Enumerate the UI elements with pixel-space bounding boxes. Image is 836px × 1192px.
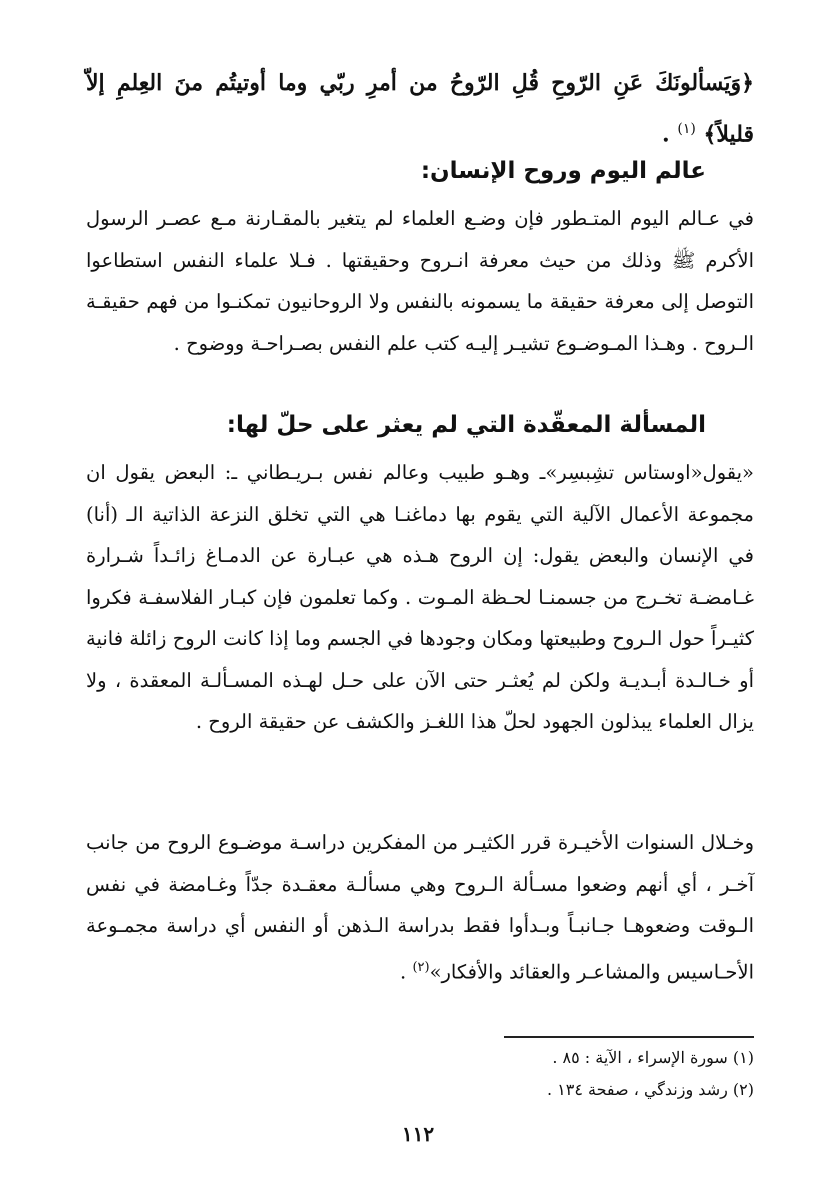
paragraph-complex-problem: «يقول«اوستاس تشِبسِر»ـ وهـو طبيب وعالم نفس بـريـطاني ـ: البعض يقول ان مجموعة الأعمال الآلية التي يقوم بها دماغنـا هي التي تخلق النزعة الذاتية الـ (أنا) في الإنسان والبعض يقول: إن الروح هـذه هي عبـارة عن الدمـاغ زائـداً شـرارة غـامضـة تخـرج من جسمنـا لحـظة المـوت . وكما تعلمون فإن كبـار الفلاسفـة فكروا كثيـراً حول الـروح وطبيعتها ومكان وجودها في الجسم وما إذا كانت الروح زائلة فانية أو خـالـدة أبـديـة ولكن لم يُعثـر حتى الآن على حـل لهـذه المسـألـة المعقدة ، ولا يزال العلماء يبذلون الجهود لحلّ هذا اللغـز والكشف عن حقيقة الروح .	[86, 461, 754, 733]
verse-footnote-ref: (١)	[677, 121, 696, 137]
footnote-1: (١) سورة الإسراء ، الآية : ٨٥ .	[552, 1048, 754, 1067]
quran-verse	[86, 60, 754, 157]
verse-text: ﴿وَيَسألونَكَ عَنِ الرّوحِ قُلِ الرّوحُ من أمرِ ربّي وما أوتيتُم منَ العِلمِ إلاّ قليلاً﴾	[86, 70, 754, 148]
paragraph-today-world: في عـالم اليوم المتـطور فإن وضـع العلماء لم يتغير بالمقـارنة مـع عصـر الرسول الأكرم ﷺ وذلك من حيث معرفة انـروح وحقيقتها . فـلا علماء النفس استطاعوا التوصل إلى معرفة حقيقة ما يسمونه بالنفس ولا الروحانيون تمكنـوا من فهم حقيقـة الـروح . وهـذا المـوضـوع تشيـر إليـه كتب علم النفس بصـراحـة ووضوح .	[86, 207, 754, 355]
section-heading-complex-problem: المسألة المعقّدة التي لم يعثر على حلّ لها:	[226, 412, 706, 438]
paragraph-recent-years	[86, 822, 754, 993]
paragraph-recent-years-text: وخـلال السنوات الأخيـرة قرر الكثيـر من المفكرين دراسـة موضـوع الروح من جانب آخـر ، أي أنهم وضعوا مسـألة الـروح وهي مسألـة معقـدة جدّاً وغـامضة في نفس الـوقت وضعوهـا جـانبـاً وبـدأوا فقط بدراسة الـذهن أو النفس أي دراسة مجمـوعة الأحـاسيس والمشاعـر والعقائد والأفكار»	[86, 831, 754, 983]
footnote-2: (٢) رشد وزندگي ، صفحة ١٣٤ .	[546, 1080, 754, 1099]
page-number: ١١٢	[401, 1122, 435, 1146]
footnotes	[86, 1042, 754, 1106]
paragraph-end: .	[400, 960, 413, 983]
footnote-ref-2: (٢)	[412, 959, 430, 975]
section-heading-today-world: عالم اليوم وروح الإنسان:	[420, 158, 706, 184]
verse-end: .	[662, 121, 670, 148]
footnote-divider	[504, 1036, 754, 1038]
